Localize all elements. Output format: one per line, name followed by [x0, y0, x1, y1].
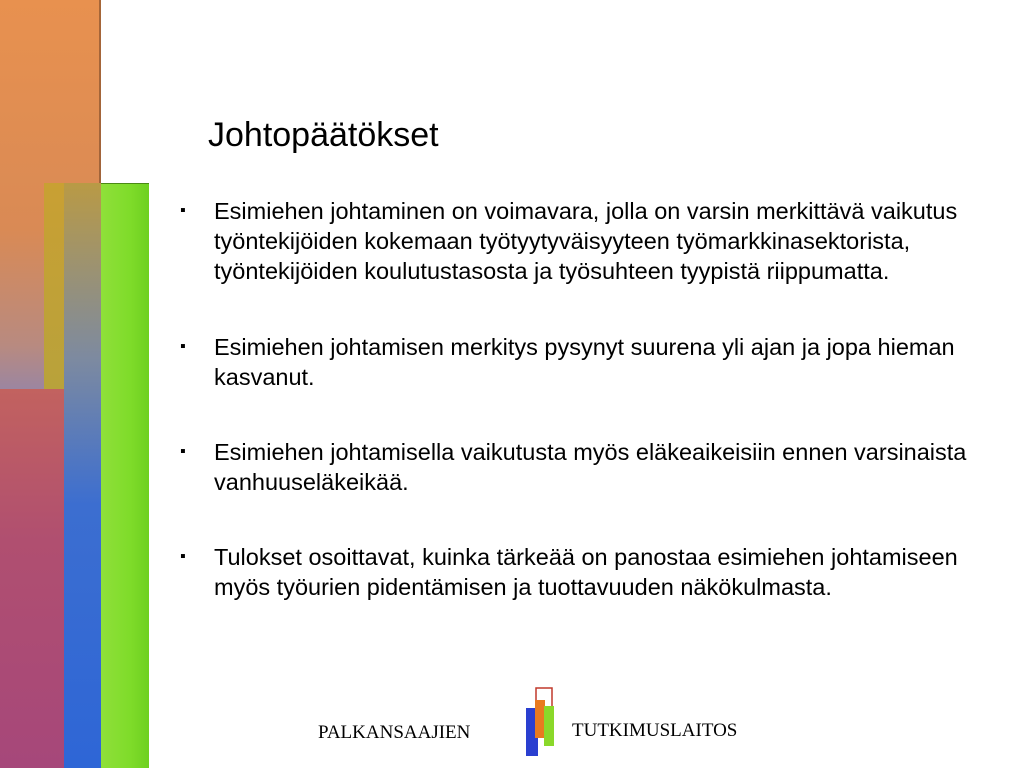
decor-bar-green-edge — [101, 183, 149, 184]
footer-org-name-left: PALKANSAAJIEN — [318, 722, 471, 743]
bullet-item — [180, 542, 1000, 602]
bullet-text: Esimiehen johtaminen on voimavara, jolla on varsin merkittävä vaikutus työntekijöiden kokemaan työtyytyväisyyteen työmarkkinasektorista, työntekijöiden koulutustasosta ja työsuhteen tyypistä riippumatta. — [214, 198, 958, 284]
org-logo-icon — [522, 686, 562, 758]
bullet-item — [180, 332, 1000, 437]
bullet-text: Esimiehen johtamisella vaikutusta myös eläkeaikeisiin ennen varsinaista vanhuuseläkeikää. — [214, 439, 967, 495]
footer-org-name-right: TUTKIMUSLAITOS — [572, 720, 738, 741]
bullet-square-icon: ▪ — [180, 548, 186, 565]
bullet-square-icon: ▪ — [180, 202, 186, 219]
decor-bar-green — [101, 183, 149, 768]
decor-bar-magenta — [0, 389, 64, 768]
bullet-square-icon: ▪ — [180, 443, 186, 460]
bullet-text: Tulokset osoittavat, kuinka tärkeää on panostaa esimiehen johtamiseen myös työurien pidentämisen ja tuottavuuden näkökulmasta. — [214, 544, 958, 600]
bullet-item — [180, 196, 1000, 332]
slide-title: Johtopäätökset — [208, 116, 439, 154]
bullet-text: Esimiehen johtamisen merkitys pysynyt suurena yli ajan ja jopa hieman kasvanut. — [214, 334, 955, 390]
decor-bar-blue — [64, 183, 102, 768]
bullet-item — [180, 437, 1000, 542]
bullet-list — [180, 196, 1000, 602]
bullet-square-icon: ▪ — [180, 338, 186, 355]
decor-bar-divider — [99, 0, 101, 183]
